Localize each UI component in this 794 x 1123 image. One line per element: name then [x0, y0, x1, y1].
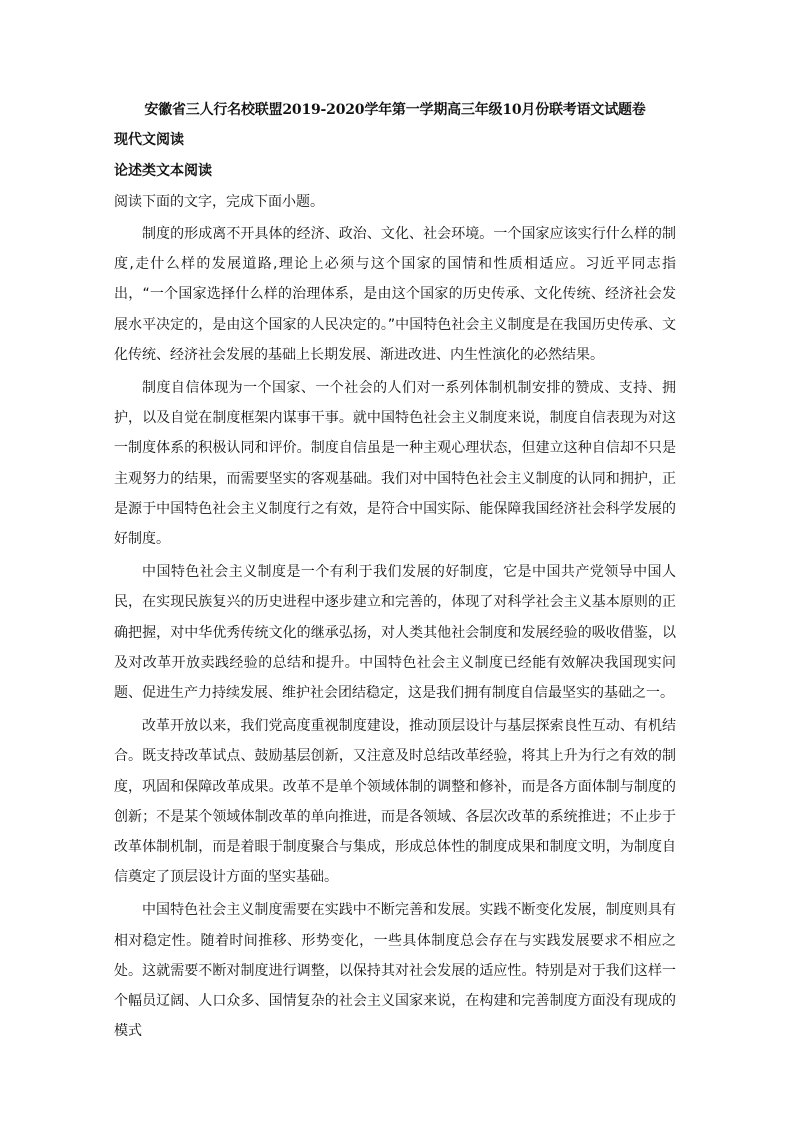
passage-paragraph-4: 改革开放以来，我们党高度重视制度建设，推动顶层设计与基层探索良性互动、有机结合。既支持改革试点、鼓励基层创新，又注意及时总结改革经验，将其上升为行之有效的制度，巩固和保障改革成果。改革不是单个领域体制的调整和修补，而是各方面体制与制度的创新；不是某个领域体制改革的单向推进，而是各领域、各层次改革的系统推进；不止步于改革体制机制，而是着眼于制度聚合与集成，形成总体性的制度成果和制度文明，为制度自信奠定了顶层设计方面的坚实基础。 — [114, 718, 676, 886]
reading-instruction: 阅读下面的文字，完成下面小题。 — [114, 194, 324, 210]
section-heading-modern-reading: 现代文阅读 — [114, 132, 184, 148]
passage-paragraph-3: 中国特色社会主义制度是一个有利于我们发展的好制度，它是中国共产党领导中国人民，在实现民族复兴的历史进程中逐步建立和完善的，体现了对科学社会主义基本原则的正确把握，对中华优秀传统文化的继承弘扬，对人类其他社会制度和发展经验的吸收借鉴，以及对改革开放卖践经验的总结和提升。中国特色社会主义制度已经能有效解决我国现实问题、促进生产力持续发展、维护社会团结稳定，这是我们拥有制度自信最坚实的基础之一。 — [114, 564, 676, 702]
passage-paragraph-5: 中国特色社会主义制度需要在实践中不断完善和发展。实践不断变化发展，制度则具有相对稳定性。随着时间推移、形势变化，一些具体制度总会存在与实践发展要求不相应之处。这就需要不断对制度进行调整，以保持其对社会发展的适应性。特别是对于我们这样一个幅员辽阔、人口众多、国情复杂的社会主义国家来说，在构建和完善制度方面没有现成的模式 — [114, 902, 676, 1040]
passage-paragraph-1: 制度的形成离不开具体的经济、政治、文化、社会环境。一个国家应该实行什么样的制度,走什么样的发展道路,理论上必须与这个国家的国情和性质相适应。习近平同志指出，“一个国家选择什么样的治理体系，是由这个国家的历史传承、文化传统、经济社会发展水平决定的，是由这个国家的人民决定的。”中国特色社会主义制度是在我国历史传承、文化传统、经济社会发展的基础上长期发展、渐进改进、内生性演化的必然结果。 — [114, 226, 676, 363]
document-title: 安徽省三人行名校联盟2019-2020学年第一学期高三年级10月份联考语文试题卷 — [144, 102, 646, 118]
passage-paragraph-2: 制度自信体现为一个国家、一个社会的人们对一系列体制机制安排的赞成、支持、拥护，以及自觉在制度框架内谋事干事。就中国特色社会主义制度来说，制度自信表现为对这一制度体系的积极认同和评价。制度自信虽是一种主观心理状态，但建立这种自信却不只是主观努力的结果，而需要坚实的客观基础。我们对中国特色社会主义制度的认同和拥护，正是源于中国特色社会主义制度行之有效，是符合中国实际、能保障我国经济社会科学发展的好制度。 — [114, 380, 676, 548]
section-heading-argumentative-reading: 论述类文本阅读 — [114, 163, 212, 179]
